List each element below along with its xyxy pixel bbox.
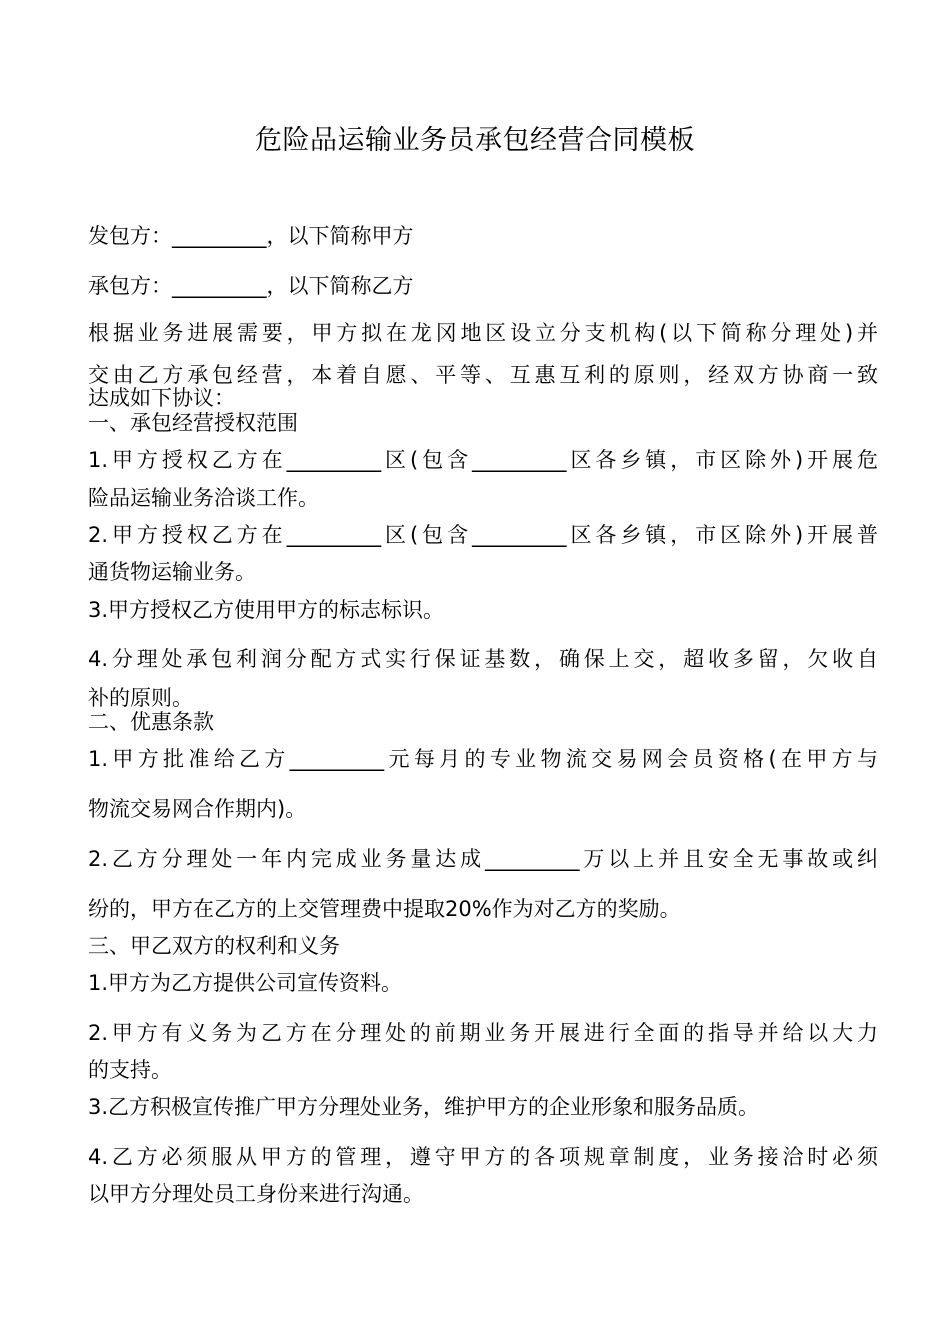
preamble-line: 交由乙方承包经营，本着自愿、平等、互惠互利的原则，经双方协商一致 (88, 363, 878, 387)
clause-line: 3.甲方授权乙方使用甲方的标志标识。 (88, 598, 445, 622)
clause-line: 补的原则。 (88, 686, 193, 710)
party-b-line: 承包方：_________，以下简称乙方 (88, 274, 414, 298)
clause-line: 通货物运输业务。 (88, 560, 256, 584)
clause-line: 3.乙方积极宣传推广甲方分理处业务，维护甲方的企业形象和服务品质。 (88, 1095, 760, 1119)
section-heading-1: 一、承包经营授权范围 (88, 411, 298, 435)
clause-line: 1.甲方为乙方提供公司宣传资料。 (88, 971, 403, 995)
clause-line: 的支持。 (88, 1058, 172, 1082)
clause-line: 2.甲方有义务为乙方在分理处的前期业务开展进行全面的指导并给以大力 (88, 1021, 878, 1045)
section-heading-3: 三、甲乙双方的权利和义务 (88, 934, 340, 958)
clause-line: 以甲方分理处员工身份来进行沟通。 (88, 1182, 424, 1206)
party-a-line: 发包方：_________，以下简称甲方 (88, 224, 414, 248)
clause-line: 4.乙方必须服从甲方的管理，遵守甲方的各项规章制度，业务接洽时必须 (88, 1145, 878, 1169)
preamble-line: 达成如下协议： (88, 386, 235, 410)
document-title: 危险品运输业务员承包经营合同模板 (255, 125, 695, 156)
clause-line: 2.乙方分理处一年内完成业务量达成_________万以上并且安全无事故或纠 (88, 847, 878, 871)
clause-line: 4.分理处承包利润分配方式实行保证基数，确保上交，超收多留，欠收自 (88, 647, 878, 671)
clause-line: 纷的，甲方在乙方的上交管理费中提取20%作为对乙方的奖励。 (88, 897, 681, 921)
preamble-line: 根据业务进展需要，甲方拟在龙冈地区设立分支机构(以下简称分理处)并 (88, 321, 878, 345)
clause-line: 2.甲方授权乙方在_________区(包含_________区各乡镇，市区除外)开展普 (88, 523, 878, 547)
clause-line: 险品运输业务洽谈工作。 (88, 486, 319, 510)
clause-line: 1.甲方授权乙方在_________区(包含_________区各乡镇，市区除外)开展危 (88, 448, 878, 472)
clause-line: 1.甲方批准给乙方_________元每月的专业物流交易网会员资格(在甲方与 (88, 747, 878, 771)
section-heading-2: 二、优惠条款 (88, 710, 214, 734)
clause-line: 物流交易网合作期内)。 (88, 797, 307, 821)
